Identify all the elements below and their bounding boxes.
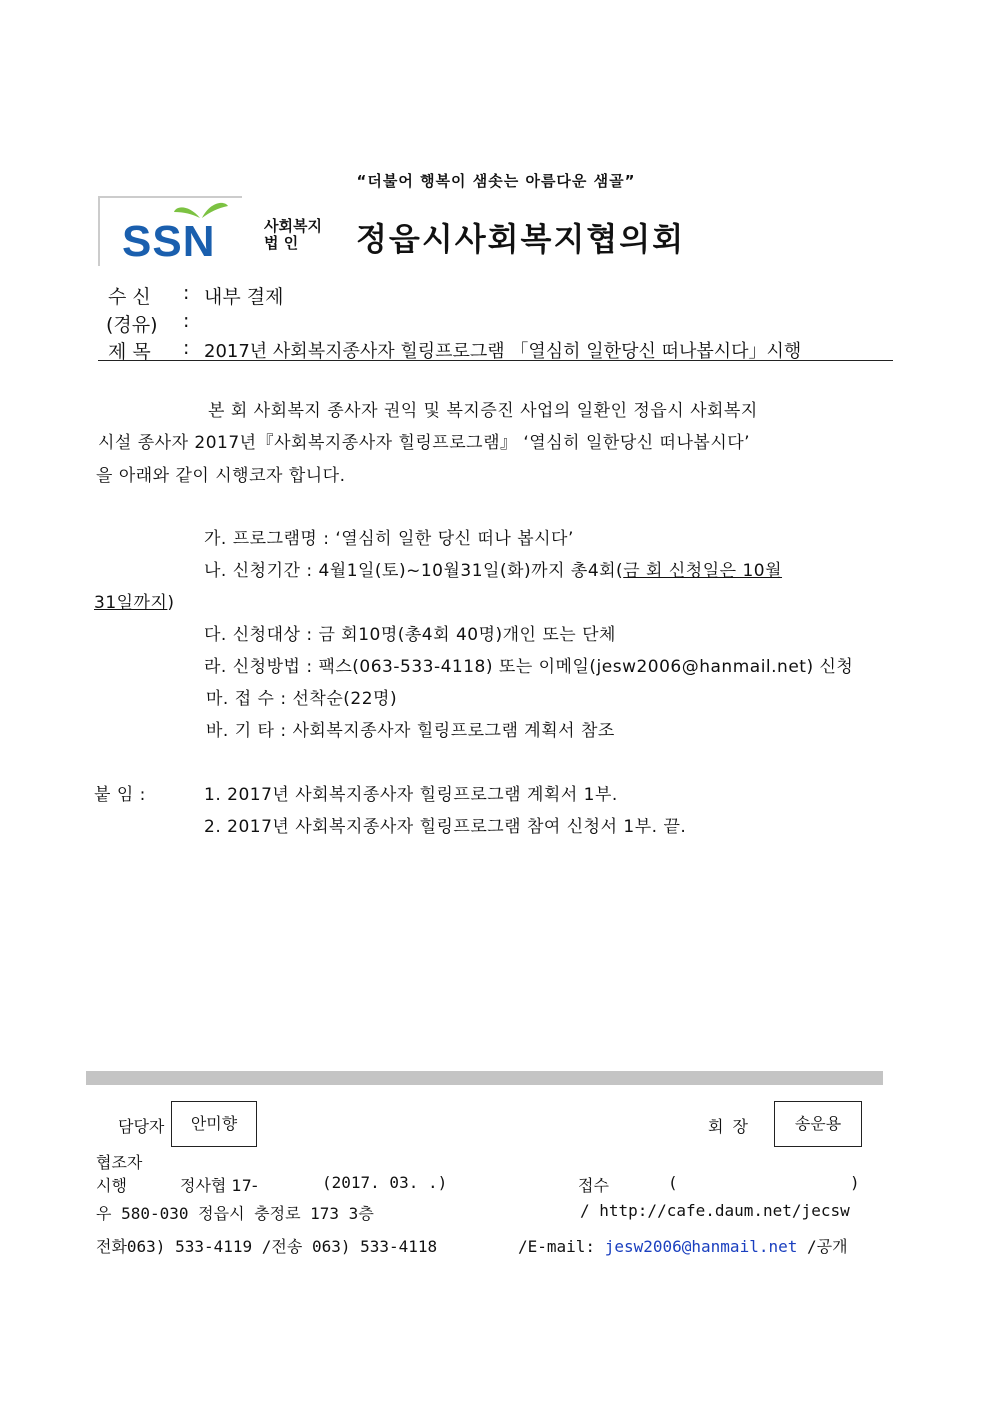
logo-text: SSN (122, 217, 216, 262)
intro-line-2: 시설 종사자 2017년『사회복지종사자 힐링프로그램』 ‘열심히 일한당신 떠나봅시다’ (98, 433, 751, 453)
slogan: “더불어 행복이 샘솟는 아름다운 샘골” (356, 172, 636, 190)
attachments-label: 붙 임 : (94, 785, 146, 805)
attachment-2: 2. 2017년 사회복지종사자 힐링프로그램 참여 신청서 1부. 끝. (204, 817, 687, 837)
item-other: 바. 기 타 : 사회복지종사자 힐링프로그램 계획서 참조 (206, 721, 615, 741)
organization-name: 정읍시사회복지협의회 (356, 220, 686, 258)
receipt-open: ( (668, 1173, 678, 1192)
email-row (518, 1234, 848, 1257)
legal-top-text: 사회복지 (264, 217, 322, 235)
legal-bottom-text: 법 인 (264, 234, 299, 252)
recipient-separator: : (183, 282, 190, 304)
via-separator: : (183, 310, 190, 332)
phone-fax: 전화063) 533-4119 /전송 063) 533-4118 (96, 1237, 438, 1256)
email-label: /E-mail: (518, 1237, 596, 1256)
issue-number: 정사협 17- (180, 1176, 258, 1195)
period-current-cont: 31일까지 (94, 593, 168, 613)
public-label: /공개 (807, 1237, 848, 1256)
ssn-logo (118, 198, 238, 262)
recipient-label: 수 신 (108, 286, 151, 308)
period-text: 나. 신청기간 : 4월1일(토)~10월31일(화)까지 총4회( (204, 561, 624, 581)
period-current-text: 금 회 신청일은 10월 (623, 561, 783, 581)
item-method: 라. 신청방법 : 팩스(063-533-4118) 또는 이메일(jesw2006@hanmail.net) 신청 (204, 657, 854, 677)
email-link[interactable]: jesw2006@hanmail.net (604, 1237, 798, 1256)
item-reception: 마. 접 수 : 선착순(22명) (206, 689, 398, 709)
item-application-period-cont (94, 588, 175, 613)
chair-name-box: 송운용 (774, 1101, 862, 1147)
leaf-right-icon (202, 203, 228, 218)
staff-label: 담당자 (118, 1117, 165, 1136)
receipt-label: 접수 (578, 1176, 609, 1195)
footer-divider-bar (86, 1071, 883, 1085)
coop-label: 협조자 (96, 1153, 143, 1172)
chair-label: 회 장 (708, 1117, 750, 1136)
attachment-1: 1. 2017년 사회복지종사자 힐링프로그램 계획서 1부. (204, 785, 618, 805)
website-link[interactable]: / http://cafe.daum.net/jecsw (580, 1201, 850, 1220)
item-target: 다. 신청대상 : 금 회10명(총4회 40명)개인 또는 단체 (204, 625, 616, 645)
item-application-period (204, 556, 782, 581)
issue-date: (2017. 03. .) (322, 1173, 448, 1192)
subject-separator: : (183, 337, 190, 359)
subject-value: 2017년 사회복지종사자 힐링프로그램 「열심히 일한당신 떠나봅시다」시행 (204, 341, 802, 362)
receipt-close: ) (850, 1173, 860, 1192)
period-close-paren: ) (167, 593, 175, 613)
header-divider (98, 360, 893, 361)
via-label: (경유) (106, 314, 158, 336)
address: 우 580-030 정읍시 충정로 173 3층 (96, 1204, 374, 1223)
recipient-value: 내부 결제 (204, 286, 284, 308)
intro-line-1: 본 회 사회복지 종사자 권익 및 복지증진 사업의 일환인 정읍시 사회복지 (208, 401, 758, 421)
staff-name-box: 안미향 (171, 1101, 257, 1147)
legal-entity-label (264, 218, 322, 252)
subject-label: 제 목 (108, 341, 151, 363)
issue-label: 시행 (96, 1176, 127, 1195)
item-program-name: 가. 프로그램명 : ‘열심히 일한 당신 떠나 봅시다’ (204, 529, 574, 549)
intro-line-3: 을 아래와 같이 시행코자 합니다. (96, 466, 346, 486)
